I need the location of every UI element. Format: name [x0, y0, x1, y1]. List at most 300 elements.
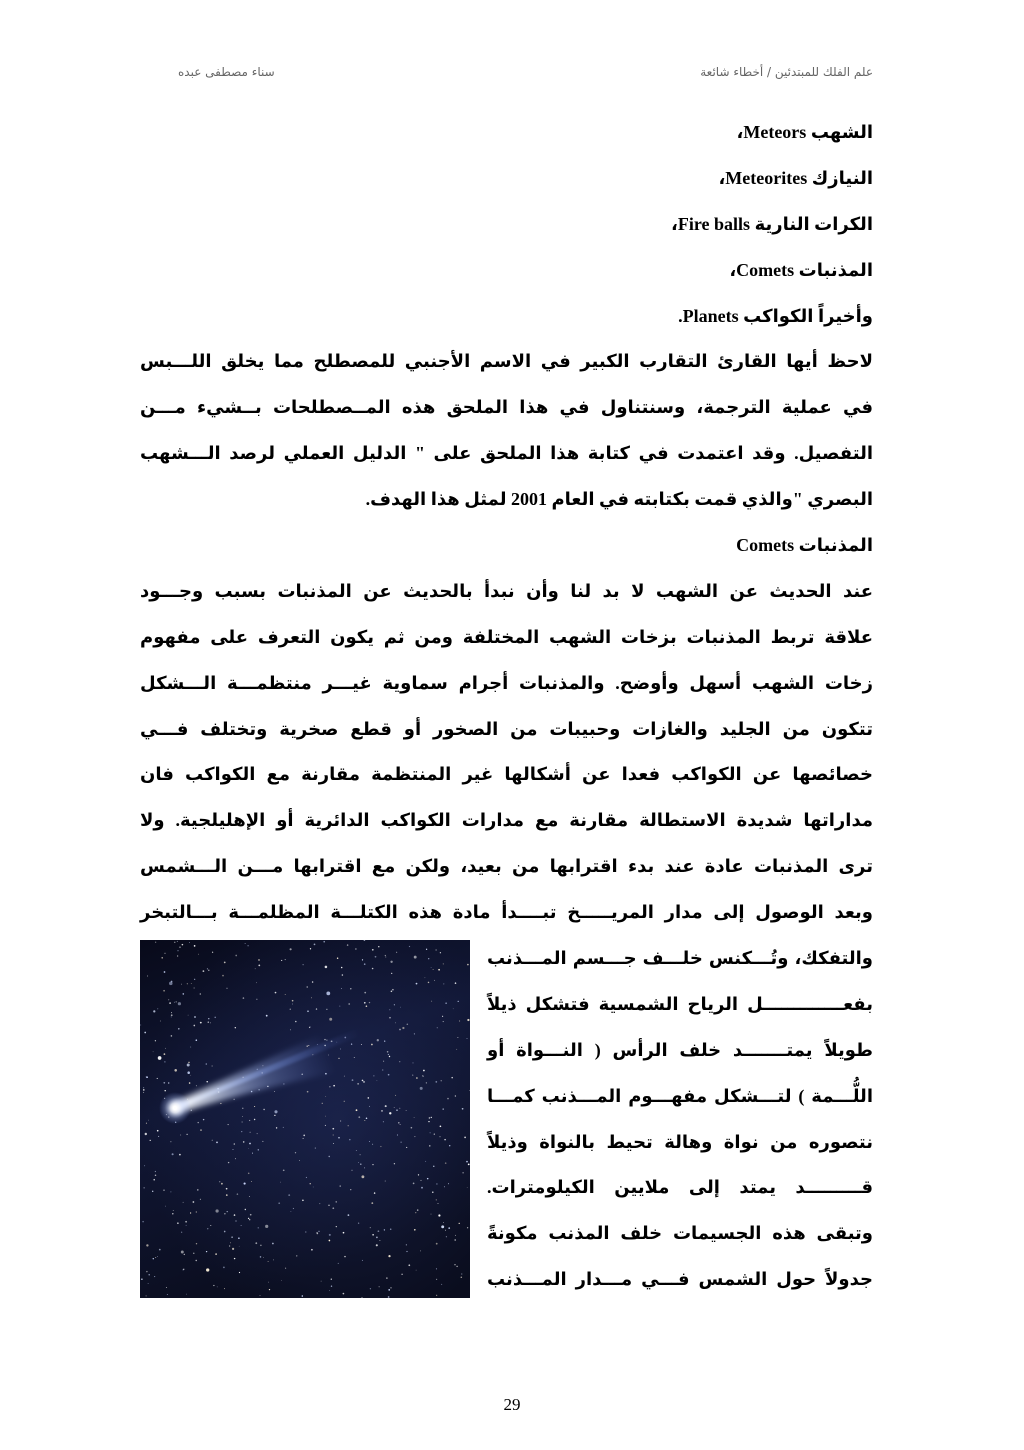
star: [406, 1244, 407, 1245]
star: [181, 1232, 182, 1233]
star: [372, 1144, 373, 1145]
star: [248, 1173, 250, 1175]
star: [467, 1019, 469, 1021]
star: [420, 1087, 423, 1090]
star: [290, 1009, 291, 1010]
star: [416, 1270, 417, 1271]
star: [249, 1219, 250, 1220]
star: [374, 1192, 375, 1193]
star: [196, 1085, 197, 1086]
star: [416, 983, 418, 985]
star: [325, 1116, 326, 1117]
star: [413, 1183, 415, 1185]
star: [395, 1095, 396, 1096]
star: [340, 1121, 341, 1122]
term-meteorites: النيازك Meteorites،: [718, 167, 873, 188]
star: [388, 1255, 390, 1257]
star: [198, 954, 199, 955]
star: [248, 1148, 249, 1149]
star: [197, 1189, 199, 1191]
star: [299, 1160, 300, 1161]
star: [234, 1214, 236, 1216]
intro-line: لاحظ أيها القارئ التقارب الكبير في الاسم الأجنبي للمصطلح مما يخلق اللـــبس: [140, 351, 873, 372]
star: [440, 952, 441, 953]
star: [171, 1012, 172, 1013]
star: [400, 1007, 401, 1008]
star: [292, 1000, 294, 1002]
star: [428, 982, 430, 984]
star: [255, 968, 256, 969]
star: [194, 979, 195, 980]
star: [140, 1025, 141, 1026]
star: [285, 994, 286, 995]
star: [245, 1209, 246, 1210]
star: [390, 1287, 392, 1289]
star: [329, 1240, 331, 1242]
star: [213, 1285, 214, 1286]
star: [196, 1039, 198, 1041]
star: [431, 1001, 432, 1002]
star: [387, 1051, 389, 1053]
star: [442, 1016, 443, 1017]
star: [371, 1202, 373, 1204]
star: [292, 1004, 293, 1005]
star: [414, 1033, 415, 1034]
star: [295, 1021, 297, 1023]
star: [280, 1182, 281, 1183]
star: [358, 1223, 359, 1224]
star: [157, 1256, 158, 1257]
star: [326, 1040, 327, 1041]
star: [163, 990, 165, 992]
term-comets: المذنبات Comets،: [729, 259, 873, 280]
star: [453, 1008, 454, 1009]
star: [364, 963, 366, 965]
star: [333, 1143, 334, 1144]
star: [223, 1267, 225, 1269]
star: [268, 1261, 269, 1262]
star: [420, 1180, 421, 1181]
star: [360, 1163, 361, 1164]
star: [435, 1081, 437, 1083]
star: [329, 1086, 330, 1087]
star: [250, 1132, 251, 1133]
star: [171, 1014, 173, 1016]
star: [194, 945, 196, 947]
star: [436, 1243, 438, 1245]
star: [154, 1276, 155, 1277]
star: [332, 1207, 334, 1209]
star: [382, 1070, 383, 1071]
star: [413, 1062, 414, 1063]
star: [377, 1080, 378, 1081]
paragraph-line: تتكون من الجليد والغازات وحبيبات من الصخور أو قطع صخرية وتختلف فـــي: [140, 718, 873, 739]
star: [221, 1183, 223, 1185]
star: [366, 1117, 368, 1119]
star: [347, 944, 348, 945]
star: [226, 1188, 228, 1190]
star: [144, 1032, 146, 1034]
star: [354, 1057, 355, 1058]
star: [153, 1051, 154, 1052]
star: [356, 1109, 358, 1111]
star: [338, 1137, 340, 1139]
paragraph-line: والتفكك، وتُـــكنس خلـــف جـــسم المـــذنب: [487, 948, 873, 969]
star: [203, 970, 205, 972]
star: [148, 1274, 149, 1275]
star: [215, 1209, 218, 1212]
star: [155, 942, 156, 943]
star: [285, 1268, 286, 1269]
star: [326, 992, 330, 996]
star: [263, 1257, 264, 1258]
star: [368, 1097, 370, 1099]
star: [217, 1287, 218, 1288]
star: [462, 1172, 464, 1174]
star: [216, 1142, 218, 1144]
star: [185, 1221, 187, 1223]
star: [155, 1175, 157, 1177]
star: [258, 1227, 259, 1228]
star: [278, 1202, 280, 1204]
star: [290, 1029, 291, 1030]
star: [336, 1226, 337, 1227]
star: [423, 1070, 425, 1072]
star: [147, 976, 148, 977]
star: [429, 1117, 430, 1118]
star: [337, 957, 338, 958]
star: [170, 1191, 171, 1192]
star: [143, 1087, 144, 1088]
star: [381, 1110, 383, 1112]
star: [376, 1237, 378, 1239]
star: [369, 1141, 370, 1142]
star: [157, 1008, 158, 1009]
intro-line: البصري "والذي قمت بكتابته في العام 2001 لمثل هذا الهدف.: [365, 489, 873, 510]
star: [438, 1214, 440, 1216]
star: [160, 1021, 161, 1022]
star: [445, 1162, 447, 1164]
paragraph-line: قـــــــــد يمتد إلى ملايين الكيلومترات.: [487, 1177, 873, 1198]
paragraph-line: بفعـــــــــــــل الرياح الشمسية فتشكل ذيلاً: [487, 993, 873, 1014]
star: [237, 1193, 239, 1195]
star: [394, 1004, 395, 1005]
star: [311, 997, 312, 998]
star: [194, 987, 195, 988]
star: [226, 1194, 228, 1196]
star: [414, 1229, 416, 1231]
term-meteors: الشهب Meteors،: [736, 122, 873, 142]
star: [464, 1137, 466, 1139]
star: [307, 1010, 309, 1012]
star: [178, 1028, 180, 1030]
star: [146, 1076, 147, 1077]
star: [399, 1029, 401, 1031]
star: [379, 1240, 380, 1241]
star: [448, 1183, 449, 1184]
star: [256, 999, 257, 1000]
star: [397, 1135, 398, 1136]
star: [340, 1185, 341, 1186]
star: [435, 949, 436, 950]
star: [443, 1222, 444, 1223]
star: [401, 1274, 402, 1275]
star: [164, 971, 166, 973]
star: [430, 1132, 431, 1133]
star: [251, 1181, 252, 1182]
star: [436, 1279, 437, 1280]
star: [307, 1091, 309, 1093]
star: [164, 1061, 165, 1062]
star: [332, 1128, 334, 1130]
star: [329, 1018, 332, 1021]
star: [212, 952, 213, 953]
star: [208, 970, 209, 971]
star: [210, 1225, 211, 1226]
star: [362, 1080, 364, 1082]
star: [314, 944, 316, 946]
star: [420, 1250, 421, 1251]
star: [157, 1130, 159, 1132]
star: [224, 962, 225, 963]
star: [350, 1189, 351, 1190]
star: [291, 1211, 292, 1212]
star: [283, 1127, 284, 1128]
star: [252, 1153, 253, 1154]
star: [189, 942, 190, 943]
star: [325, 1125, 326, 1126]
star: [198, 1122, 199, 1123]
paragraph-line: وتبقى هذه الجسيمات خلف المذنب مكونةً: [487, 1223, 873, 1244]
star: [412, 1074, 413, 1075]
star: [437, 1203, 438, 1204]
star: [241, 1131, 242, 1132]
star: [250, 1214, 252, 1216]
star: [273, 1259, 274, 1260]
star: [194, 1016, 196, 1018]
star: [200, 1022, 202, 1024]
star: [182, 944, 184, 946]
star: [146, 1271, 147, 1272]
star: [445, 1230, 446, 1231]
star: [436, 1295, 437, 1296]
star: [191, 983, 192, 984]
star: [290, 948, 292, 950]
star: [343, 1232, 345, 1234]
star: [165, 1206, 166, 1207]
star: [333, 1134, 334, 1135]
star: [219, 1181, 220, 1182]
star: [364, 1120, 365, 1121]
star: [348, 1003, 350, 1005]
star: [378, 946, 379, 947]
star: [268, 1282, 269, 1283]
star: [167, 1294, 168, 1295]
paragraph-line: عند الحديث عن الشهب لا بد لنا وأن نبدأ بالحديث عن المذنبات بسبب وجـــود: [140, 580, 873, 601]
star: [170, 1141, 171, 1142]
star: [265, 1225, 268, 1228]
star: [342, 974, 344, 976]
star: [329, 1290, 330, 1291]
star: [421, 1187, 423, 1189]
star: [193, 1025, 195, 1027]
star: [249, 1143, 251, 1145]
star: [305, 1231, 306, 1232]
star: [377, 1039, 379, 1041]
star: [448, 1227, 450, 1229]
star: [376, 1244, 378, 1246]
star: [256, 982, 257, 983]
star: [426, 949, 427, 950]
star: [153, 1258, 154, 1259]
star: [467, 1227, 468, 1228]
star: [384, 1040, 385, 1041]
star: [146, 1123, 147, 1124]
star: [177, 941, 178, 942]
star: [379, 1286, 380, 1287]
star: [389, 1112, 391, 1114]
star: [391, 973, 392, 974]
star: [388, 1289, 390, 1291]
star: [190, 1047, 191, 1048]
star: [363, 1081, 365, 1083]
star: [433, 1166, 434, 1167]
star: [220, 1103, 221, 1104]
star: [442, 1108, 443, 1109]
star: [444, 1139, 446, 1141]
star: [214, 1017, 215, 1018]
star: [254, 1106, 255, 1107]
star: [348, 1125, 349, 1126]
star: [434, 1133, 435, 1134]
star: [222, 975, 224, 977]
star: [455, 1235, 456, 1236]
star: [385, 957, 386, 958]
star: [323, 941, 325, 943]
star: [389, 1017, 391, 1019]
star: [141, 1279, 142, 1280]
star: [188, 1062, 190, 1064]
star: [258, 965, 260, 967]
star: [372, 1164, 373, 1165]
star: [259, 1295, 260, 1296]
star: [227, 1211, 228, 1212]
star: [437, 1027, 438, 1028]
comet-nucleus-core: [173, 1106, 177, 1110]
term-planets: وأخيراً الكواكب Planets.: [678, 305, 873, 326]
star: [338, 1263, 339, 1264]
star: [428, 958, 429, 959]
star: [400, 1124, 401, 1125]
star: [388, 1074, 390, 1076]
star: [431, 1117, 432, 1118]
star: [206, 1251, 207, 1252]
star: [152, 1191, 153, 1192]
star: [164, 1090, 165, 1091]
star: [258, 959, 259, 960]
star: [386, 1277, 387, 1278]
star: [163, 1189, 165, 1191]
paragraph-line: جدولاً حول الشمس فـــي مـــدار المـــذنب: [487, 1269, 873, 1290]
star: [186, 1225, 187, 1226]
star: [341, 988, 342, 989]
star: [358, 1162, 359, 1163]
star: [456, 1049, 457, 1050]
star: [310, 948, 311, 949]
section-heading: المذنبات Comets: [736, 535, 873, 556]
star: [443, 1021, 444, 1022]
star: [467, 1038, 468, 1039]
star: [153, 1010, 155, 1012]
star: [255, 1242, 257, 1244]
star: [262, 1141, 263, 1142]
star: [428, 1121, 429, 1122]
star: [242, 1108, 243, 1109]
star: [155, 1171, 156, 1172]
star: [390, 1229, 391, 1230]
star: [166, 1287, 167, 1288]
star: [441, 1284, 442, 1285]
star: [316, 1008, 317, 1009]
star: [174, 1002, 175, 1003]
star: [242, 1116, 243, 1117]
star: [212, 1140, 213, 1141]
star: [446, 1236, 447, 1237]
star: [183, 1202, 184, 1203]
star: [385, 1181, 386, 1182]
star: [399, 1108, 400, 1109]
star: [165, 1048, 166, 1049]
star: [190, 1212, 191, 1213]
star: [361, 1175, 364, 1178]
star: [171, 1016, 172, 1017]
star: [161, 957, 163, 959]
star: [380, 1146, 381, 1147]
star: [184, 1254, 185, 1255]
star: [414, 1117, 415, 1118]
star: [200, 1199, 201, 1200]
star: [311, 1249, 313, 1251]
star: [145, 1133, 147, 1135]
star: [456, 1266, 457, 1267]
star: [436, 1199, 437, 1200]
star: [396, 1110, 397, 1111]
star: [461, 1277, 463, 1279]
star: [384, 1229, 385, 1230]
star: [241, 1225, 242, 1226]
star: [371, 1044, 373, 1046]
star: [398, 1122, 400, 1124]
star: [395, 1022, 396, 1023]
star: [364, 1002, 366, 1004]
star: [171, 1035, 173, 1037]
star: [159, 1249, 161, 1251]
star: [341, 967, 343, 969]
star: [203, 1119, 204, 1120]
star: [174, 942, 175, 943]
star: [196, 1211, 197, 1212]
star: [187, 1064, 190, 1067]
star: [179, 1154, 181, 1156]
star: [411, 1127, 413, 1129]
star: [394, 1163, 395, 1164]
star: [243, 997, 245, 999]
star: [244, 1183, 246, 1185]
star: [243, 1141, 245, 1143]
star: [183, 1269, 184, 1270]
star: [362, 1260, 363, 1261]
running-header-author: سناء مصطفى عبده: [178, 65, 275, 79]
